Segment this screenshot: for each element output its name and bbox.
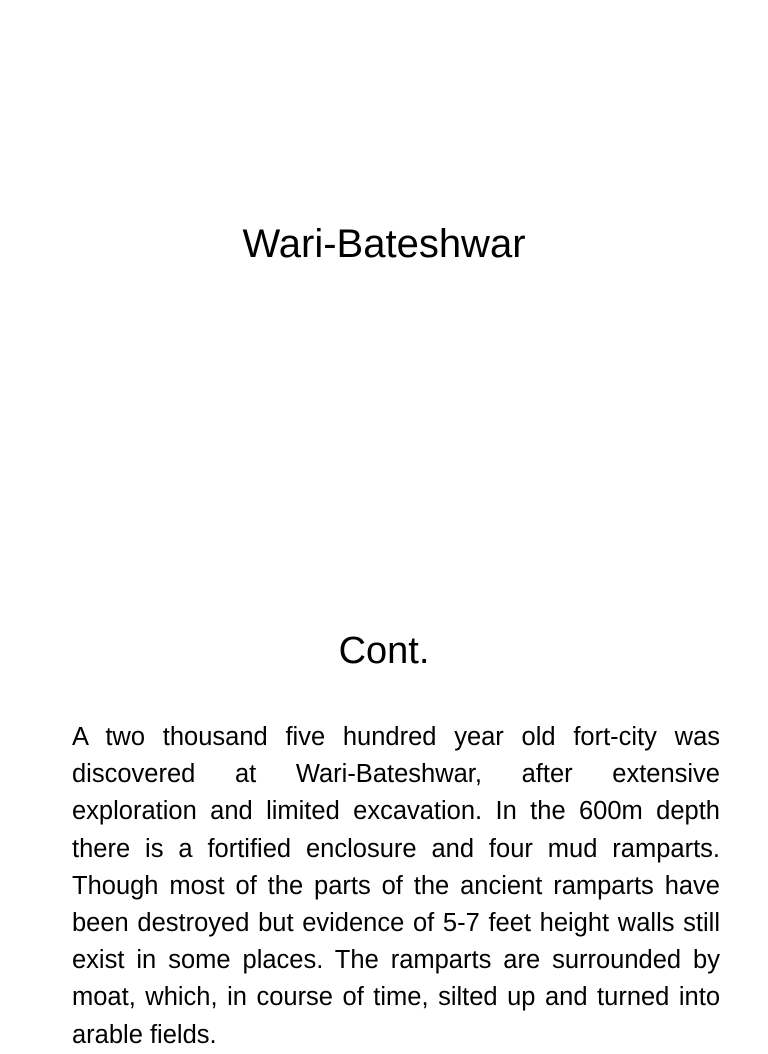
content-slide: [0, 576, 768, 1049]
slide-body-text: A two thousand five hundred year old fort-city was discovered at Wari-Bateshwar, after extensive exploration and limited excavation. In the 600m depth there is a fortified enclosure and four mud ramparts. Though most of the parts of the ancient ramparts have been destroyed but evidence of 5-7 feet height walls still exist in some places. The ramparts are surrounded by moat, which, in course of time, silted up and turned into arable fields.: [72, 723, 720, 1049]
slide-heading: Cont.: [338, 630, 430, 672]
slide-title: Wari-Bateshwar: [242, 222, 526, 266]
